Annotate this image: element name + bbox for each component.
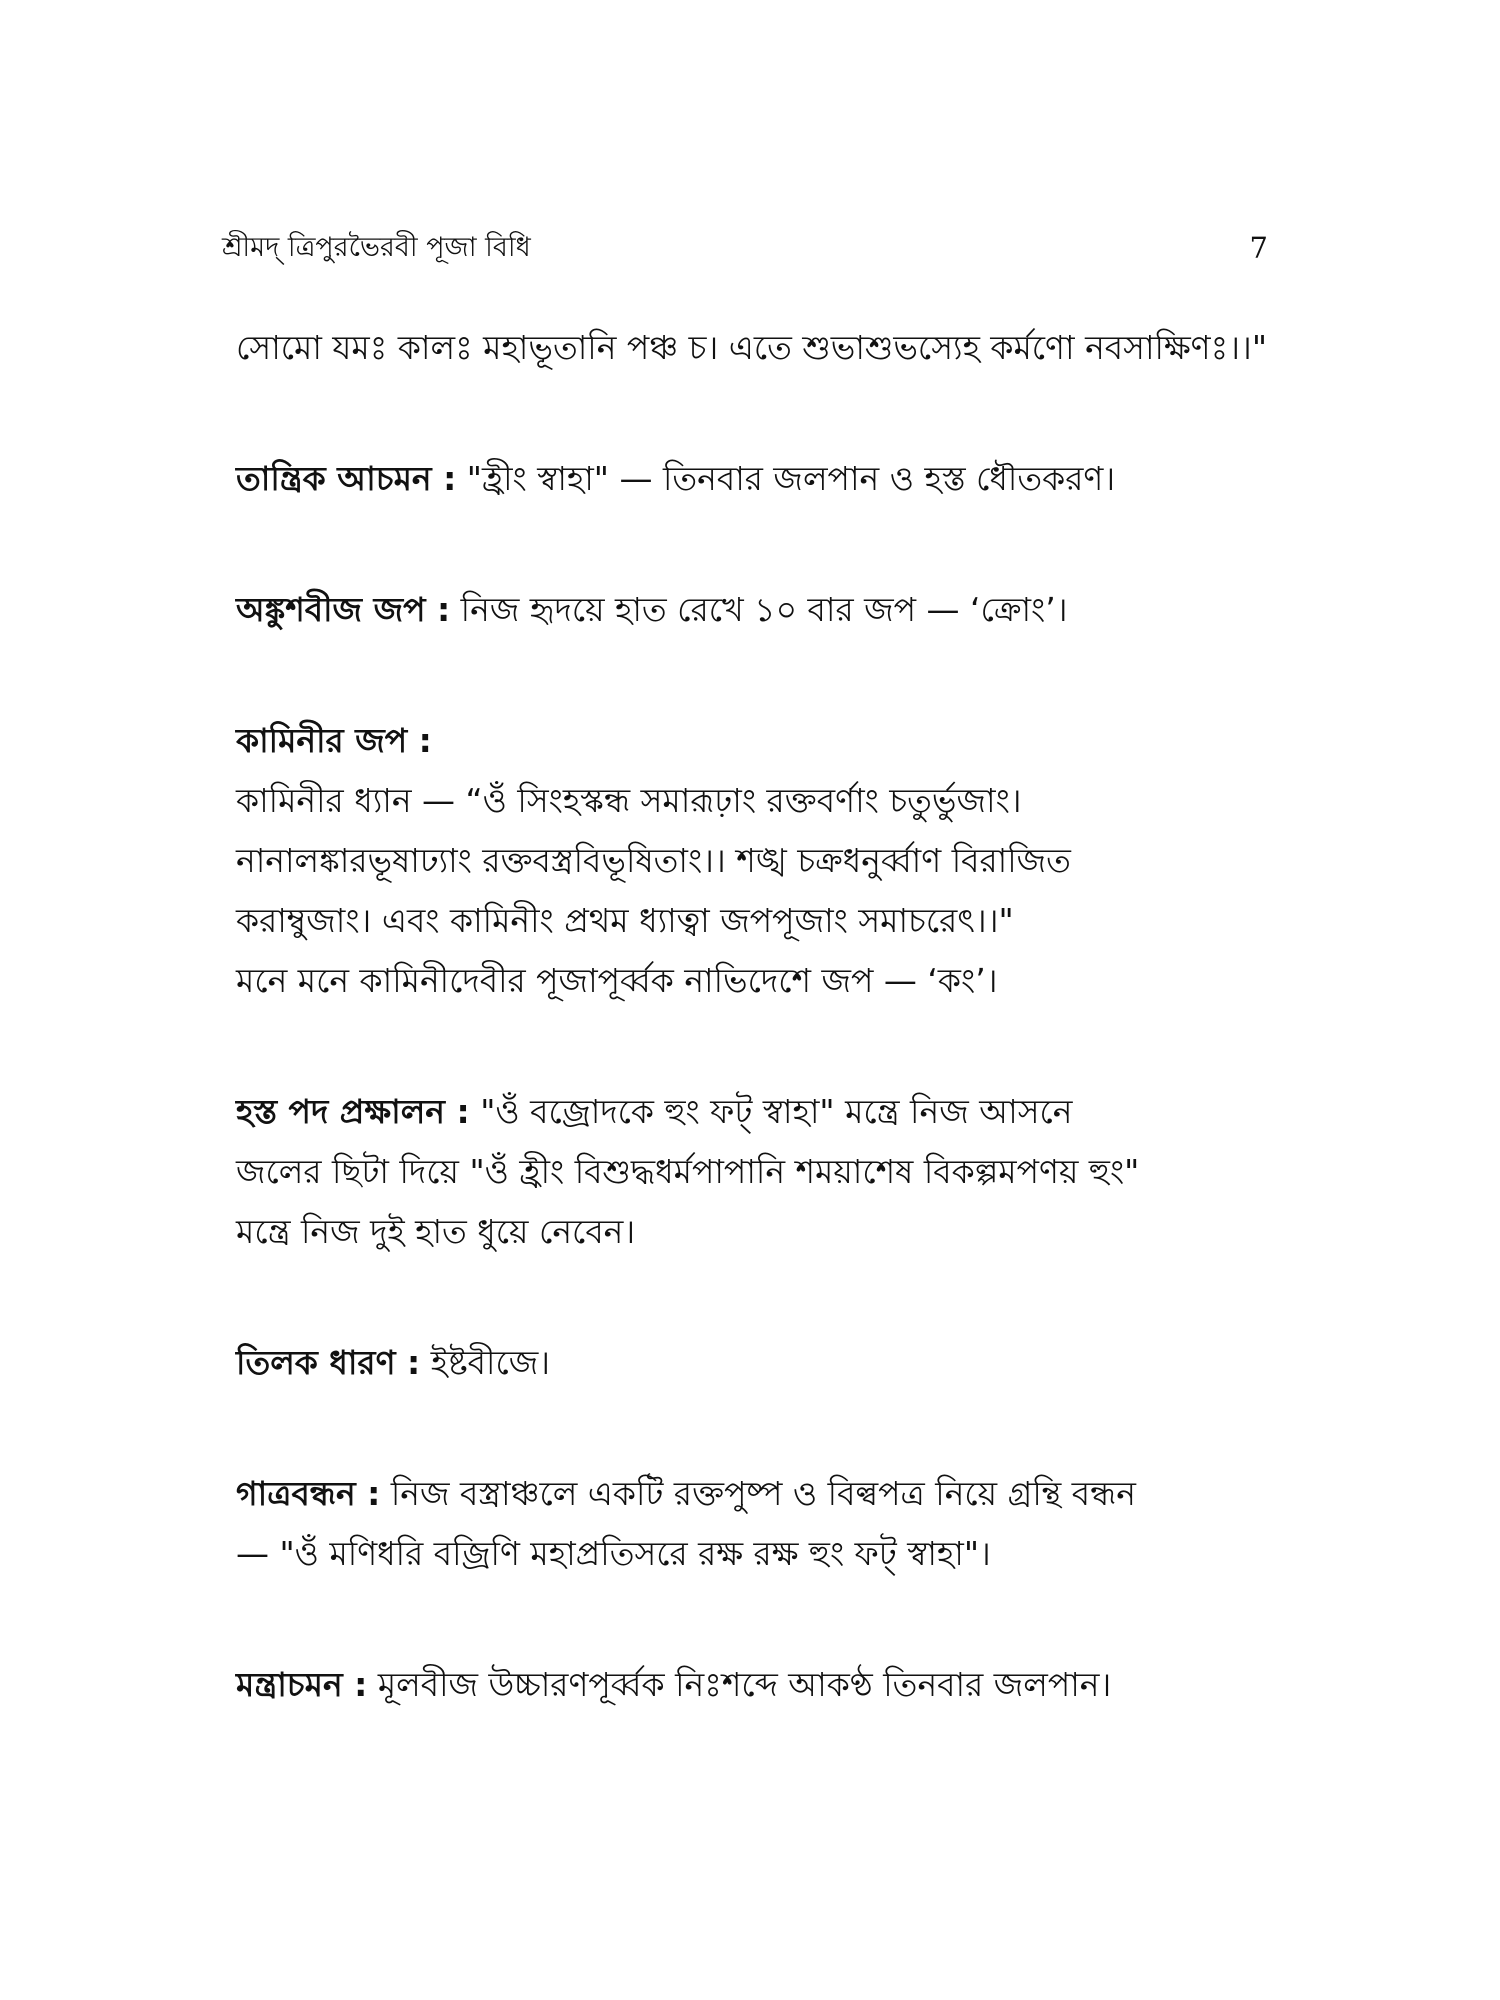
gatra-bandhan-paragraph: [236, 1464, 1306, 1584]
tantrik-achaman-heading: তান্ত্রিক আচমন :: [236, 459, 457, 498]
page-number: 7: [1249, 231, 1268, 265]
intro-text: সোমো যমঃ কালঃ মহাভূতানি পঞ্চ চ। এতে শুভাশুভস্যেহ কর্মণো নবসাক্ষিণঃ।।": [236, 328, 1268, 367]
hasta-pada-text: "ওঁ বজ্রোদকে হুং ফট্ স্বাহা" মন্ত্রে নিজ আসনে: [469, 1092, 1073, 1131]
kamini-jap-heading: কামিনীর জপ :: [236, 721, 432, 760]
body-text: [236, 318, 1306, 1786]
mantrachaman-text: মূলবীজ উচ্চারণপূর্ব্বক নিঃশব্দে আকণ্ঠ তিনবার জলপান।: [367, 1665, 1112, 1704]
ankush-beej-paragraph: [236, 580, 1306, 640]
tilak-text: ইষ্টবীজে।: [420, 1343, 551, 1382]
tilak-paragraph: [236, 1333, 1306, 1393]
kamini-jap-line: মনে মনে কামিনীদেবীর পূজাপূর্ব্বক নাভিদেশে জপ — ‘কং’।: [236, 961, 998, 1000]
mantrachaman-heading: মন্ত্রাচমন :: [236, 1665, 368, 1704]
hasta-pada-paragraph: [236, 1082, 1306, 1262]
running-title: শ্রীমদ্ ত্রিপুরভৈরবী পূজা বিধি: [222, 232, 531, 263]
tantrik-achaman-paragraph: [236, 449, 1306, 509]
ankush-beej-text: নিজ হৃদয়ে হাত রেখে ১০ বার জপ — ‘ক্রোং’।: [450, 590, 1068, 629]
hasta-pada-line: জলের ছিটা দিয়ে "ওঁ হ্রীং বিশুদ্ধধর্মপাপানি শময়াশেষ বিকল্পমপণয় হুং": [236, 1152, 1140, 1191]
intro-paragraph: [236, 318, 1306, 378]
kamini-jap-line: কামিনীর ধ্যান — “ওঁ সিংহস্কন্ধ সমারূঢ়াং রক্তবর্ণাং চতুর্ভুজাং।: [236, 781, 1022, 820]
hasta-pada-line: মন্ত্রে নিজ দুই হাত ধুয়ে নেবেন।: [236, 1212, 636, 1251]
gatra-bandhan-text: নিজ বস্ত্রাঞ্চলে একটি রক্তপুষ্প ও বিল্বপত্র নিয়ে গ্রন্থি বন্ধন: [380, 1474, 1136, 1513]
kamini-jap-paragraph: [236, 711, 1306, 1011]
hasta-pada-heading: হস্ত পদ প্রক্ষালন :: [236, 1092, 470, 1131]
mantrachaman-paragraph: [236, 1655, 1306, 1715]
kamini-jap-line: নানালঙ্কারভূষাঢ্যাং রক্তবস্ত্রবিভূষিতাং।। শঙ্খ চক্রধনুর্ব্বাণ বিরাজিত: [236, 841, 1071, 880]
running-header: [222, 226, 1288, 270]
gatra-bandhan-line: — "ওঁ মণিধরি বজ্রিণি মহাপ্রতিসরে রক্ষ রক্ষ হুং ফট্ স্বাহা"।: [236, 1534, 991, 1573]
gatra-bandhan-heading: গাত্রবন্ধন :: [236, 1474, 381, 1513]
tantrik-achaman-text: "হ্রীং স্বাহা" — তিনবার জলপান ও হস্ত ধৌতকরণ।: [456, 459, 1116, 498]
tilak-heading: তিলক ধারণ :: [236, 1343, 421, 1382]
kamini-jap-line: করাম্বুজাং। এবং কামিনীং প্রথম ধ্যাত্বা জপপূজাং সমাচরেৎ।।": [236, 901, 1014, 940]
ankush-beej-heading: অঙ্কুশবীজ জপ :: [236, 590, 451, 629]
